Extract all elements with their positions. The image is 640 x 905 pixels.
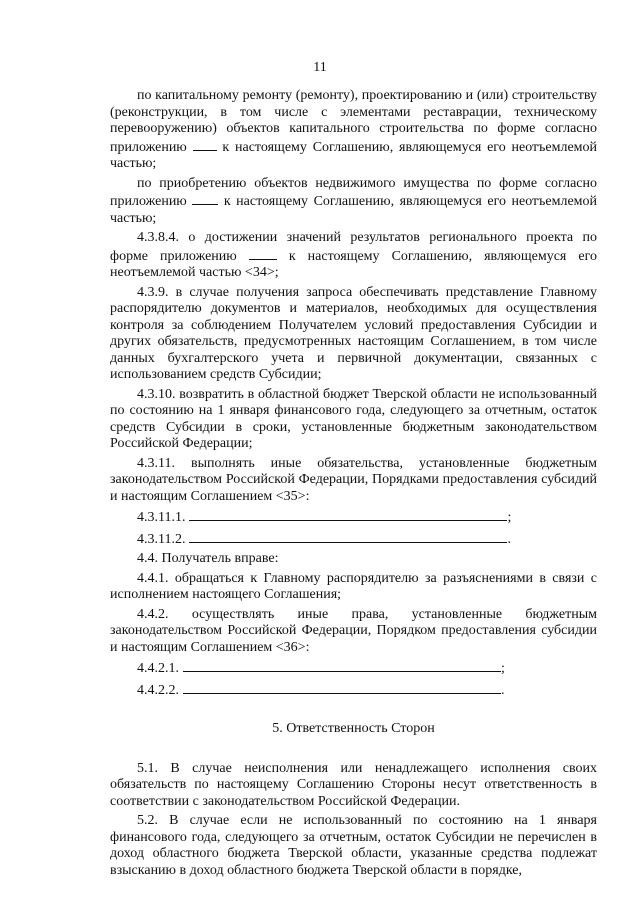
paragraph-4-4-2: 4.4.2. осуществлять иные права, установленные бюджетным законодательством Российской Федерации, Порядком предоставления субсидии и настоящим Соглашением <36>: bbox=[110, 606, 597, 655]
paragraph-4-4-1: 4.4.1. обращаться к Главному распорядителю за разъяснениями в связи с исполнением настоящего Соглашения; bbox=[110, 570, 597, 602]
paragraph-text: 4.3.8.4. о достижении значений результатов регионального проекта по форме приложению bbox=[110, 230, 597, 264]
fill-line-4-3-11-1 bbox=[110, 508, 597, 527]
paragraph-text: по капитальному ремонту (ремонту), проектированию и (или) строительству (реконструкции, в том числе с элементами реставрации, техническому перевооружению) объектов капитального строительства по форме согласно приложению bbox=[110, 88, 597, 155]
blank-field bbox=[189, 508, 507, 521]
paragraph-4-3-10: 4.3.10. возвратить в областной бюджет Тверской области не использованный по состоянию на 1 января финансового года, следующего за отчетным, остаток средств Субсидии в сроки, установленные бюджетным законодательством Российской Федерации; bbox=[110, 386, 597, 451]
section-heading: 5. Ответственность Сторон bbox=[272, 721, 435, 736]
paragraph-5-1: 5.1. В случае неисполнения или ненадлежащего исполнения своих обязательств по настоящему Соглашению Стороны несут ответственность в соответствии с законодательством Российской Федерации. bbox=[110, 760, 597, 809]
fill-end: . bbox=[507, 531, 511, 547]
fill-end: . bbox=[501, 682, 505, 698]
blank-field bbox=[183, 659, 501, 672]
document-body bbox=[110, 88, 597, 882]
fill-end: ; bbox=[501, 661, 505, 676]
paragraph-4-4: 4.4. Получатель вправе: bbox=[137, 551, 279, 566]
paragraph-text: к настоящему Соглашению, являющемуся его неотъемлемой частью; bbox=[110, 194, 598, 226]
paragraph-5-2: 5.2. В случае если не использованный по состоянию на 1 января финансового года, следующего за отчетным, остаток Субсидии не перечислен в доход областного бюджета Тверской области, указанные средства подлежат взысканию в доход областного бюджета Тверской области в порядке, bbox=[110, 813, 597, 878]
blank-field bbox=[189, 530, 507, 543]
paragraph-capital-repair bbox=[110, 88, 597, 173]
fill-line-4-3-11-2 bbox=[110, 530, 597, 549]
paragraph-4-3-11: 4.3.11. выполнять иные обязательства, установленные бюджетным законодательством Российской Федерации, Порядками предоставления субсидий и настоящим Соглашением <35>: bbox=[110, 455, 597, 504]
paragraph-text: к настоящему Соглашению, являющемуся его неотъемлемой частью; bbox=[110, 139, 598, 171]
blank-field bbox=[193, 138, 217, 151]
paragraph-text: к настоящему Соглашению, являющемуся его неотъемлемой частью <34>; bbox=[110, 248, 598, 280]
paragraph-text: по приобретению объектов недвижимого имущества по форме согласно приложению bbox=[110, 175, 597, 209]
fill-end: ; bbox=[507, 510, 512, 525]
fill-line-4-4-2-2 bbox=[110, 681, 597, 700]
fill-label: 4.4.2.2. bbox=[137, 682, 179, 698]
fill-label: 4.3.11.1. bbox=[137, 510, 186, 525]
fill-label: 4.4.2.1. bbox=[137, 661, 179, 676]
blank-field bbox=[249, 247, 277, 260]
paragraph-4-3-9: 4.3.9. в случае получения запроса обеспечивать представление Главному распорядителю документов и материалов, необходимых для осуществления контроля за соблюдением Получателем условий предоставления Субсидии и других обязательств, предусмотренных настоящим Соглашением, в том числе данных бухгалтерского учета и первичной документации, связанных с использованием средств Субсидии; bbox=[110, 284, 597, 382]
blank-field bbox=[183, 681, 501, 694]
fill-line-4-4-2-1 bbox=[110, 659, 597, 678]
paragraph-real-estate bbox=[110, 176, 597, 228]
blank-field bbox=[192, 192, 218, 205]
paragraph-4-3-8-4 bbox=[110, 230, 597, 282]
page-number: 11 bbox=[313, 60, 327, 75]
fill-label: 4.3.11.2. bbox=[137, 531, 186, 547]
